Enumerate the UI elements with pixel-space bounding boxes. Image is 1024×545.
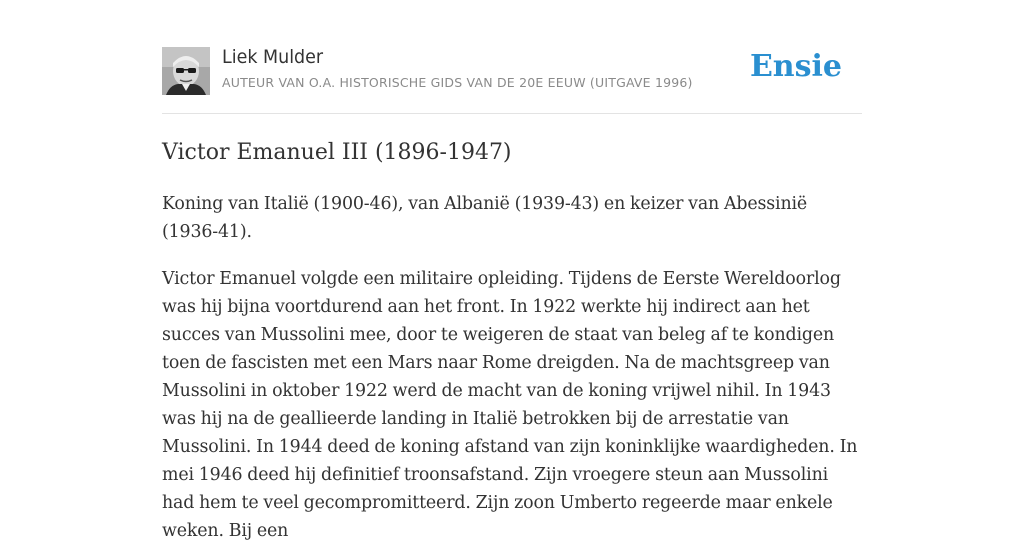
author-role: AUTEUR VAN O.A. HISTORISCHE GIDS VAN DE 20E EEUW (UITGAVE 1996)	[222, 75, 693, 90]
author-avatar[interactable]	[162, 47, 210, 95]
author-header	[162, 44, 862, 114]
author-name[interactable]: Liek Mulder	[222, 46, 324, 68]
article-paragraph-1: Koning van Italië (1900-46), van Albanië (1939-43) en keizer van Abessinië (1936-41).	[162, 194, 808, 242]
article-paragraph-2: Victor Emanuel volgde een militaire opleiding. Tijdens de Eerste Wereldoorlog was hij bijna voortdurend aan het front. In 1922 werkte hij indirect aan het succes van Mussolini mee, door te weigeren de staat van beleg af te kondigen toen de fascisten met een Mars naar Rome dreigden. Na de machtsgreep van Mussolini in oktober 1922 werd de macht van de koning vrijwel nihil. In 1943 was hij na de geallieerde landing in Italië betrokken bij de arrestatie van Mussolini. In 1944 deed de koning afstand van zijn koninklijke waardigheden. In mei 1946 deed hij definitief troonsafstand. Zijn vroegere steun aan Mussolini had hem te veel gecompromitteerd. Zijn zoon Umberto regeerde maar enkele weken. Bij een	[162, 269, 858, 541]
author-portrait-image	[162, 47, 210, 95]
ensie-logo[interactable]: Ensie	[749, 49, 842, 84]
article-title: Victor Emanuel III (1896-1947)	[162, 140, 512, 165]
article-container	[162, 44, 862, 545]
